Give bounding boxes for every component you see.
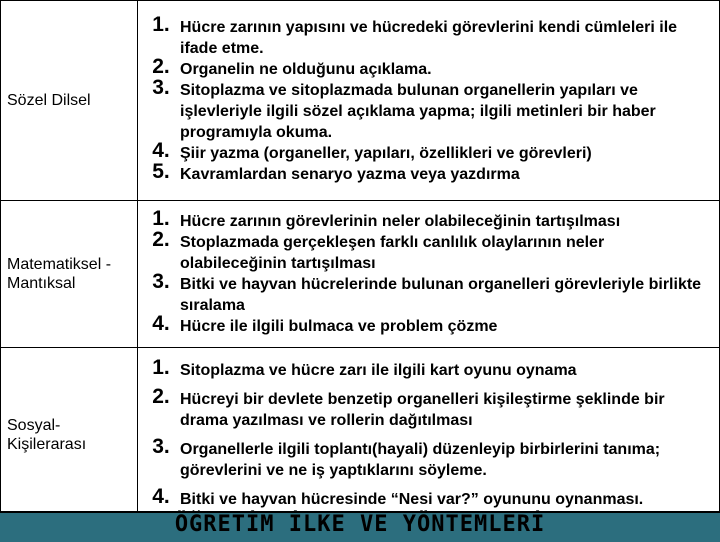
item-number: 3. bbox=[152, 435, 170, 458]
item-text: Kavramlardan senaryo yazma veya yazdırma bbox=[180, 165, 520, 183]
list-item bbox=[138, 435, 719, 481]
list-item bbox=[138, 385, 719, 431]
list-item bbox=[138, 138, 719, 164]
item-number: 3. bbox=[152, 75, 170, 99]
list-item bbox=[138, 485, 719, 510]
item-number: 2. bbox=[152, 385, 170, 408]
item-number: 4. bbox=[152, 312, 170, 335]
item-number: 3. bbox=[152, 270, 170, 293]
item-number: 4. bbox=[152, 138, 170, 162]
item-text: Hücreyi bir devlete benzetip organelleri kişileştirme şeklinde bir drama yazılması ve rollerin dağıtılması bbox=[180, 391, 665, 429]
footer-title: ÖĞRETİM İLKE VE YÖNTEMLERİ bbox=[174, 512, 546, 537]
category-label: Sosyal-Kişilerarası bbox=[1, 348, 138, 523]
list-item bbox=[138, 54, 719, 80]
item-text: Organelin ne olduğunu açıklama. bbox=[180, 60, 432, 78]
item-text: Sitoplazma ve sitoplazmada bulunan organellerin yapıları ve işlevleriyle ilgili sözel açıklama yapma; ilgili metinleri bir haber programıyla okuma. bbox=[180, 81, 656, 141]
item-number: 1. bbox=[152, 356, 170, 379]
item-text: Hücre zarının görevlerinin neler olabileceğinin tartışılması bbox=[180, 213, 621, 230]
list-item bbox=[138, 207, 719, 232]
category-label: Matematiksel -Mantıksal bbox=[1, 201, 138, 348]
list-item bbox=[138, 12, 719, 59]
item-list bbox=[138, 1, 720, 201]
item-text: Bitki ve hayvan hücrelerinde bulunan organelleri görevleriyle birlikte sıralama bbox=[180, 276, 702, 314]
item-list bbox=[138, 348, 720, 523]
item-number: 2. bbox=[152, 228, 170, 251]
item-list bbox=[138, 201, 720, 348]
item-text: Hücre zarının yapısını ve hücredeki görevlerini kendi cümleleri ile ifade etme. bbox=[180, 18, 678, 57]
item-text: Şiir yazma (organeller, yapıları, özellikleri ve görevleri) bbox=[180, 144, 592, 162]
item-number: 5. bbox=[152, 159, 170, 183]
item-text: Bitki ve hayvan hücresinde “Nesi var?” oyununu oynanması. bbox=[180, 491, 644, 508]
item-number: 4. bbox=[152, 485, 170, 508]
list-item bbox=[138, 356, 719, 381]
item-text: Organellerle ilgili toplantı(hayali) düzenleyip birbirlerini tanıma; görevlerini ve ne iş yaptıklarını söyleme. bbox=[180, 441, 661, 479]
section-row-verbal bbox=[1, 1, 720, 201]
list-item bbox=[138, 75, 719, 143]
list-item bbox=[138, 228, 719, 274]
list-item bbox=[138, 270, 719, 316]
item-text: Sitoplazma ve hücre zarı ile ilgili kart oyunu oynama bbox=[180, 362, 577, 379]
section-row-logical bbox=[1, 201, 720, 348]
list-item bbox=[138, 159, 719, 185]
item-number: 1. bbox=[152, 207, 170, 230]
item-text: Stoplazmada gerçekleşen farklı canlılık olaylarının neler olabileceğinin tartışılması bbox=[180, 234, 605, 272]
list-item bbox=[138, 312, 719, 337]
item-number: 2. bbox=[152, 54, 170, 78]
item-text: Hücre ile ilgili bulmaca ve problem çözme bbox=[180, 318, 498, 335]
section-row-social bbox=[1, 348, 720, 523]
category-label: Sözel Dilsel bbox=[1, 1, 138, 201]
item-number: 1. bbox=[152, 12, 170, 36]
